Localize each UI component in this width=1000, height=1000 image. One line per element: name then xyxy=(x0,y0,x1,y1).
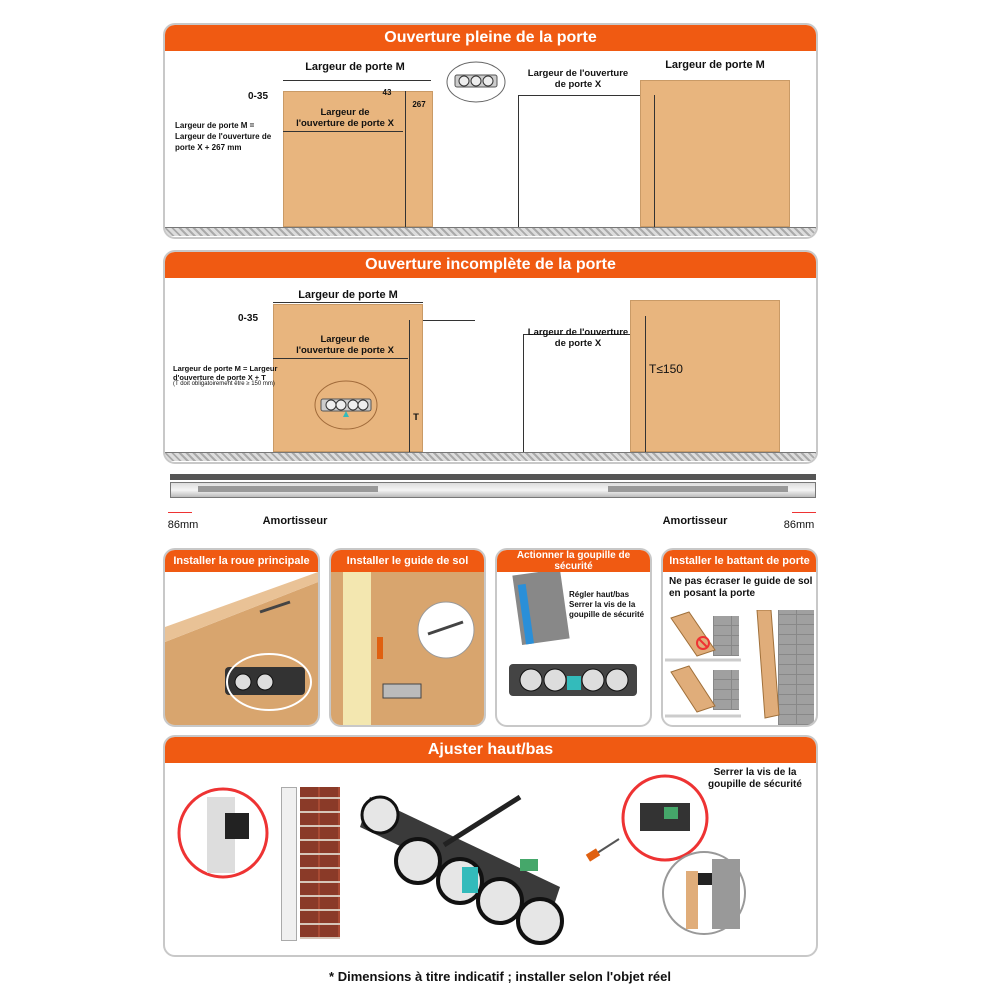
partial-t-label: T xyxy=(413,412,419,423)
full-range-label: 0-35 xyxy=(247,91,268,102)
door-width-arrow xyxy=(283,80,431,81)
partial-left-guide-line xyxy=(409,320,410,452)
left-damper xyxy=(198,486,378,492)
step1-illustration xyxy=(165,572,318,725)
right-86-arrow xyxy=(792,512,816,513)
adjust-roller-assembly xyxy=(350,777,580,947)
rail-right-dim: 86mm xyxy=(783,519,815,531)
partial-door-width-label: Largeur de porte M xyxy=(298,289,398,301)
partial-right-wall-line xyxy=(523,334,524,452)
right-damper xyxy=(608,486,788,492)
full-right-guide-line xyxy=(654,95,655,227)
partial-right-door xyxy=(630,300,780,452)
roller-zoom-icon xyxy=(445,60,507,104)
partial-opening-label: Largeur de l'ouverture de porte X xyxy=(296,334,394,356)
step1-title: Installer la roue principale xyxy=(165,550,318,572)
partial-right-opening-label: Largeur de l'ouverture de porte X xyxy=(527,327,629,349)
full-door-width-label: Largeur de porte M xyxy=(305,61,405,73)
full-ground xyxy=(165,227,816,236)
full-right-door-width-label: Largeur de porte M xyxy=(665,59,765,71)
step2-panel xyxy=(329,548,486,727)
step4-illustration xyxy=(663,610,816,725)
partial-right-guide-line xyxy=(645,316,646,452)
full-right-wall-line xyxy=(518,95,519,227)
full-left-guide-line xyxy=(405,91,406,227)
rail-left-damper-label: Amortisseur xyxy=(262,515,328,527)
full-opening-title: Ouverture pleine de la porte xyxy=(165,25,816,51)
partial-ground xyxy=(165,452,816,461)
rail xyxy=(170,474,816,504)
partial-formula: Largeur de porte M = Largeur d'ouverture de porte X + T xyxy=(173,364,278,382)
partial-opening-title: Ouverture incomplète de la porte xyxy=(165,252,816,278)
full-opening-panel xyxy=(163,23,818,239)
step3-title: Actionner la goupille de sécurité xyxy=(497,550,650,572)
footer-note: * Dimensions à titre indicatif ; installer selon l'objet réel xyxy=(329,969,671,984)
adjust-brick-wall xyxy=(300,787,340,939)
full-offset-267: 267 xyxy=(412,100,426,109)
step3-panel xyxy=(495,548,652,727)
adjust-bracket-zoom xyxy=(175,785,271,881)
full-right-opening-label: Largeur de l'ouverture de porte X xyxy=(527,68,629,90)
step3-note: Régler haut/bas Serrer la vis de la goupille de sécurité xyxy=(569,590,645,619)
full-opening-label: Largeur de l'ouverture de porte X xyxy=(296,107,394,129)
full-right-opening-arrow xyxy=(518,95,640,96)
step4-note: Ne pas écraser le guide de sol en posant la porte xyxy=(669,576,813,599)
step1-panel xyxy=(163,548,320,727)
screwdriver-icon xyxy=(585,833,625,863)
adjust-door-edge xyxy=(281,787,297,941)
step4-panel xyxy=(661,548,818,727)
step4-title: Installer le battant de porte xyxy=(663,550,816,572)
partial-opening-arrow xyxy=(273,358,408,359)
step2-title: Installer le guide de sol xyxy=(331,550,484,572)
adjust-note: Serrer la vis de la goupille de sécurité xyxy=(708,767,802,790)
opening-arrow xyxy=(283,131,403,132)
partial-door-width-arrow xyxy=(273,302,423,303)
partial-top-line xyxy=(423,320,475,321)
full-offset-43: 43 xyxy=(382,88,392,97)
adjust-panel xyxy=(163,735,818,957)
rail-right-damper-label: Amortisseur xyxy=(662,515,728,527)
partial-roller-zoom-icon xyxy=(313,379,379,431)
step2-illustration xyxy=(331,572,484,725)
full-formula: Largeur de porte M = Largeur de l'ouverture de porte X + 267 mm xyxy=(175,121,272,152)
partial-range-label: 0-35 xyxy=(237,313,258,324)
left-86-arrow xyxy=(168,512,192,513)
partial-t-condition: T≤150 xyxy=(649,362,683,376)
partial-opening-panel xyxy=(163,250,818,464)
full-right-door xyxy=(640,80,790,227)
rail-left-dim: 86mm xyxy=(167,519,199,531)
adjust-title: Ajuster haut/bas xyxy=(165,737,816,763)
partial-formula-note: (T doit obligatoirement être ≥ 150 mm) xyxy=(173,381,275,387)
adjust-wall-zoom xyxy=(660,849,748,937)
